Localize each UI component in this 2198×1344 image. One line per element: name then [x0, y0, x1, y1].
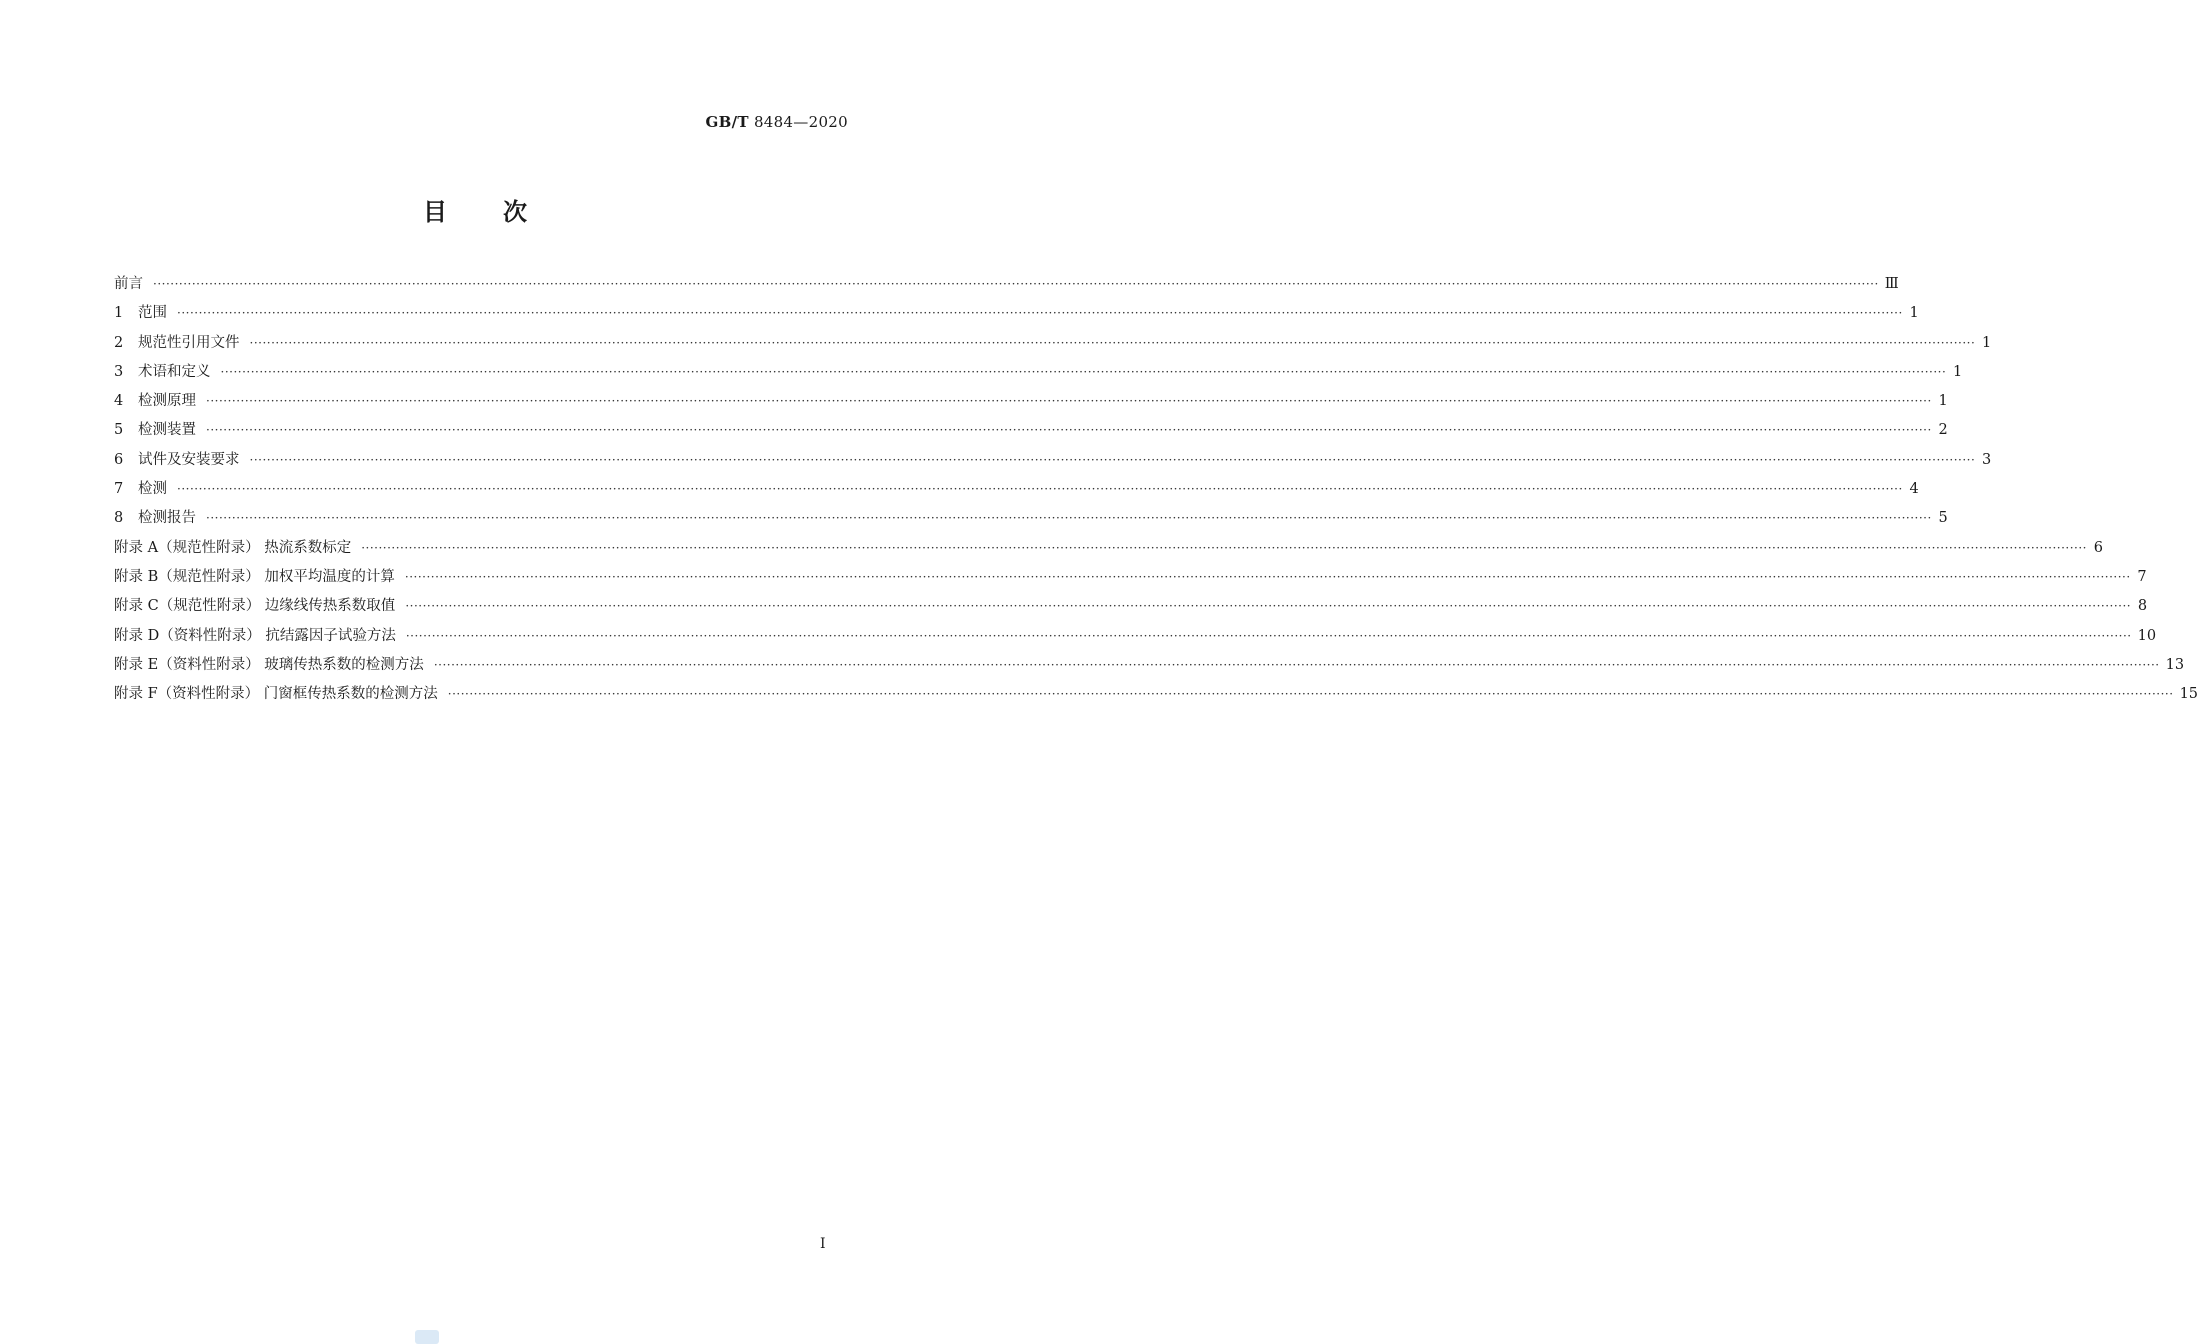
toc-entry[interactable]	[114, 592, 2148, 621]
toc-entry[interactable]	[114, 387, 1948, 416]
toc-entry-page: 5	[1938, 510, 1948, 527]
toc-entry[interactable]	[114, 475, 1919, 504]
toc-entry-number: 4	[114, 393, 124, 410]
dot-leader: ················································································································································································································································································································································································································	[249, 335, 1976, 350]
toc-entry[interactable]	[114, 651, 2185, 680]
dot-leader: ················································································································································································································································································································································································································	[249, 452, 1976, 467]
dot-leader: ················································································································································································································································································································································································································	[206, 423, 1932, 438]
toc-entry-page: 1	[1909, 305, 1919, 322]
dot-leader: ················································································································································································································································································································································································································	[361, 540, 2087, 555]
toc-entry[interactable]	[114, 299, 1919, 328]
toc-entry-page: 13	[2165, 656, 2185, 673]
toc-entry-page: 7	[2137, 568, 2147, 585]
toc-entry-page: 3	[1982, 451, 1992, 468]
watermark-logo	[415, 1330, 439, 1344]
toc-entry[interactable]	[114, 534, 2103, 563]
toc-entry-label: 范围	[138, 305, 167, 322]
toc-entry-label: 附录 A（规范性附录） 热流系数标定	[114, 539, 352, 556]
toc-entry-label: 检测原理	[138, 393, 196, 410]
page-title	[0, 192, 950, 227]
toc-entry-label: 前言	[114, 276, 143, 292]
toc-entry-number: 3	[114, 363, 124, 380]
toc-entry-label: 附录 B（规范性附录） 加权平均温度的计算	[114, 568, 395, 585]
dot-leader: ················································································································································································································································································································································································································	[220, 364, 1947, 379]
toc-entry-label: 附录 E（资料性附录） 玻璃传热系数的检测方法	[114, 656, 424, 673]
toc-entry-number: 1	[114, 305, 124, 322]
toc-entry[interactable]	[114, 329, 1992, 358]
toc-entry-page: 10	[2137, 627, 2157, 644]
toc-entry[interactable]	[114, 622, 2157, 651]
toc-entry-label: 附录 C（规范性附录） 边缘线传热系数取值	[114, 598, 396, 615]
title-char-left: 目	[423, 198, 447, 226]
toc-entry[interactable]	[114, 358, 1963, 387]
toc-entry-label: 附录 D（资料性附录） 抗结露因子试验方法	[114, 627, 396, 644]
dot-leader: ················································································································································································································································································································································································································	[404, 569, 2131, 584]
toc-entry[interactable]	[114, 416, 1948, 445]
toc-entry-page: 15	[2179, 686, 2198, 703]
toc-entry[interactable]	[114, 270, 1899, 299]
toc-entry[interactable]	[114, 446, 1992, 475]
toc-entry-number: 6	[114, 451, 124, 468]
toc-entry-number: 8	[114, 510, 124, 527]
dot-leader: ················································································································································································································································································································································································································	[177, 482, 1903, 497]
toc-entry-page: 1	[1953, 363, 1963, 380]
standard-prefix: GB/T	[705, 113, 749, 131]
dot-leader: ················································································································································································································································································································································································································	[206, 394, 1932, 409]
toc-entry-label: 检测装置	[138, 422, 196, 439]
standard-number: 8484—2020	[753, 113, 848, 131]
toc-entry-label: 术语和定义	[138, 363, 211, 380]
dot-leader: ················································································································································································································································································································································································································	[405, 599, 2132, 614]
standard-code	[706, 113, 848, 131]
toc-entry-number: 5	[114, 422, 124, 439]
toc-entry[interactable]	[114, 504, 1948, 533]
dot-leader: ················································································································································································································································································································································································································	[153, 277, 1879, 291]
dot-leader: ················································································································································································································································································································································································································	[177, 306, 1903, 321]
toc-entry-label: 检测报告	[138, 510, 196, 527]
toc-entry-label: 检测	[138, 481, 167, 498]
toc-entry-label: 试件及安装要求	[138, 451, 240, 468]
dot-leader: ················································································································································································································································································································································································································	[447, 687, 2174, 702]
toc-entry-page: 1	[1938, 393, 1948, 410]
toc-entry-label: 附录 F（资料性附录） 门窗框传热系数的检测方法	[114, 686, 438, 703]
page-number: I	[820, 1236, 826, 1252]
toc-entry-page: 6	[2093, 539, 2103, 556]
dot-leader: ················································································································································································································································································································································································································	[206, 511, 1932, 526]
toc-entry-page: 4	[1909, 481, 1919, 498]
toc-entry-page: 2	[1938, 422, 1948, 439]
toc-entry-number: 2	[114, 334, 124, 351]
toc-entry[interactable]	[114, 563, 2147, 592]
dot-leader: ················································································································································································································································································································································································································	[433, 657, 2160, 672]
toc-entry-number: 7	[114, 481, 124, 498]
table-of-contents	[114, 270, 2198, 709]
dot-leader: ················································································································································································································································································································································································································	[405, 628, 2132, 643]
title-char-right: 次	[503, 198, 527, 226]
toc-entry-page: Ⅲ	[1884, 276, 1899, 292]
toc-entry-page: 8	[2137, 598, 2148, 615]
toc-entry-label: 规范性引用文件	[138, 334, 240, 351]
toc-entry-page: 1	[1982, 334, 1992, 351]
toc-entry[interactable]	[114, 680, 2198, 709]
